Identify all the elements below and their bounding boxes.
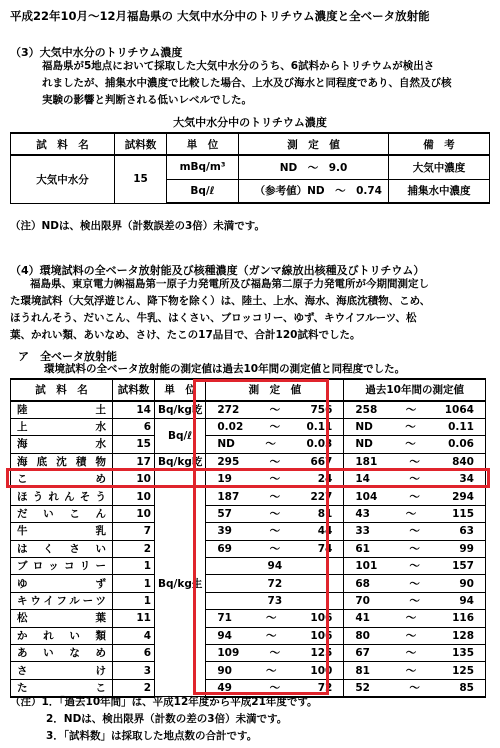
value-cell: ND ～ 9.0	[239, 155, 389, 179]
table-row	[11, 401, 486, 418]
value-max: 44	[317, 525, 333, 538]
table-row	[11, 523, 486, 540]
past-value-min: 67	[355, 647, 370, 660]
subsection-a-heading: ア 全ベータ放射能	[18, 350, 117, 363]
past-value-max: 63	[459, 525, 474, 538]
section-3-line: 実験の影響と判断される低いレベルでした。	[42, 94, 252, 106]
past-value-cell	[344, 436, 486, 453]
past-value-cell	[344, 610, 486, 627]
page-title: 平成22年10月～12月福島県の 大気中水分中のトリチウム濃度と全ベータ放射能	[10, 9, 430, 23]
value-max: 72	[317, 681, 333, 694]
value-cell	[206, 627, 344, 644]
past-value-sep: ～	[409, 681, 420, 694]
section-4-paragraph	[10, 276, 431, 344]
value-cell: 94	[206, 558, 344, 575]
header-sample-name: 試 料 名	[11, 379, 113, 401]
past-value-max: 157	[452, 560, 474, 573]
past-value-cell	[344, 627, 486, 644]
section-4-line: た環境試料（大気浮遊じん、降下物を除く）は、陸土、上水、海水、海底沈積物、こめ、	[10, 295, 431, 307]
sample-count: 1	[113, 558, 155, 575]
past-value-min: 33	[355, 525, 370, 538]
sample-count: 1	[113, 575, 155, 592]
table-row	[11, 453, 486, 470]
sample-count: 2	[113, 679, 155, 696]
past-value-cell	[344, 558, 486, 575]
sample-count: 10	[113, 471, 155, 488]
header-sample-name: 試 料 名	[11, 133, 115, 155]
past-value-cell	[344, 505, 486, 522]
unit-cell: Bq/kg乾	[155, 453, 206, 470]
past-value-sep: ～	[409, 560, 420, 573]
value-cell	[206, 436, 344, 453]
value-max: 756	[310, 403, 333, 416]
past-value-sep: ～	[405, 664, 417, 677]
past-value-sep: ～	[409, 455, 420, 468]
value-sep: ～	[265, 664, 277, 677]
value-min: 295	[217, 455, 240, 468]
sample-name: 海底沈積物	[11, 453, 113, 470]
past-value-max: 90	[459, 577, 474, 590]
past-value-sep: ～	[409, 525, 420, 538]
past-value-cell	[344, 679, 486, 696]
value-max: 24	[317, 473, 333, 486]
value-sep: ～	[269, 681, 281, 694]
sample-name: 松 葉	[11, 610, 113, 627]
sample-count: 6	[113, 418, 155, 435]
past-value-max: 128	[452, 629, 474, 642]
past-value-max: 135	[452, 647, 474, 660]
table-row	[11, 418, 486, 435]
value-cell	[206, 644, 344, 661]
value-sep: ～	[265, 612, 277, 625]
past-value-max: 34	[459, 473, 474, 486]
unit-cell: Bq/ℓ	[167, 179, 239, 203]
table-row	[11, 488, 486, 505]
header-unit: 単 位	[155, 379, 206, 401]
sample-count: 10	[113, 505, 155, 522]
value-min: 39	[217, 525, 232, 538]
value-max: 106	[310, 629, 333, 642]
value-sep: ～	[269, 455, 281, 468]
sample-count: 6	[113, 644, 155, 661]
section-4-heading: （4）環境試料の全ベータ放射能及び核種濃度（ガンマ線放出核種及びトリチウム）	[10, 264, 425, 277]
table-row	[11, 155, 490, 179]
past-value-cell	[344, 540, 486, 557]
table-row	[11, 505, 486, 522]
remark-cell: 捕集水中濃度	[389, 179, 490, 203]
past-value-sep: ～	[409, 490, 420, 503]
past-value-sep: ～	[405, 403, 417, 416]
value-min: 187	[217, 490, 240, 503]
past-value-sep: ～	[409, 594, 420, 607]
sample-count: 15	[115, 155, 167, 203]
sample-count: 11	[113, 610, 155, 627]
value-sep: ～	[269, 647, 281, 660]
value-min: 71	[217, 612, 232, 625]
value-min: 94	[217, 629, 232, 642]
header-sample-count: 試料数	[115, 133, 167, 155]
section-3-line: 福島県が5地点において採取した大気中水分のうち、6試料からトリチウムが検出さ	[42, 60, 435, 72]
past-value-sep: ～	[405, 629, 417, 642]
past-value-min: ND	[355, 438, 373, 451]
table-row	[11, 540, 486, 557]
sample-name: かれい類	[11, 627, 113, 644]
header-measured-value: 測 定 値	[239, 133, 389, 155]
past-value-min: 68	[355, 577, 370, 590]
past-value-max: 99	[459, 542, 474, 555]
value-sep: ～	[269, 508, 281, 521]
value-min: 69	[217, 542, 232, 555]
past-value-cell	[344, 523, 486, 540]
past-value-min: 104	[355, 490, 378, 503]
past-value-min: 43	[355, 508, 370, 521]
past-value-min: 181	[355, 455, 378, 468]
sample-name: ゆ ず	[11, 575, 113, 592]
past-value-max: 1064	[444, 403, 474, 416]
table-row	[11, 662, 486, 679]
value-max: 227	[310, 490, 333, 503]
past-value-min: 258	[355, 403, 378, 416]
table-row	[11, 610, 486, 627]
sample-name: ブロッコリー	[11, 558, 113, 575]
past-value-max: 94	[459, 594, 474, 607]
table-row	[11, 471, 486, 488]
beta-activity-table	[10, 378, 486, 698]
past-value-max: 125	[452, 664, 474, 677]
past-value-cell	[344, 418, 486, 435]
past-value-cell	[344, 401, 486, 418]
sample-name: 上 水	[11, 418, 113, 435]
value-cell	[206, 418, 344, 435]
value-sep: ～	[265, 629, 277, 642]
section-3-paragraph	[42, 58, 452, 109]
value-min: 109	[217, 647, 240, 660]
header-sample-count: 試料数	[113, 379, 155, 401]
past-value-sep: ～	[409, 473, 420, 486]
past-value-max: 294	[452, 490, 474, 503]
past-value-cell	[344, 453, 486, 470]
table-row	[11, 627, 486, 644]
sample-name: あいなめ	[11, 644, 113, 661]
section-4-line: 福島県、東京電力㈱福島第一原子力発電所及び福島第二原子力発電所が今期間測定し	[30, 278, 429, 290]
sample-count: 15	[113, 436, 155, 453]
value-cell	[206, 540, 344, 557]
value-min: 90	[217, 664, 232, 677]
value-max: 667	[310, 455, 333, 468]
value-max: 0.03	[306, 438, 333, 451]
section-3-line: れましたが、捕集水中濃度で比較した場合、上水及び海水と同程度であり、自然及び核	[42, 77, 452, 89]
past-value-min: ND	[355, 421, 373, 434]
header-unit: 単 位	[167, 133, 239, 155]
value-cell	[206, 488, 344, 505]
sample-name: だいこん	[11, 505, 113, 522]
sample-name: はくさい	[11, 540, 113, 557]
sample-name: ほうれんそう	[11, 488, 113, 505]
note-line: 3．「試料数」は採取した地点数の合計です。	[46, 730, 258, 742]
past-value-max: 115	[452, 508, 474, 521]
value-cell	[206, 471, 344, 488]
subsection-a-paragraph: 環境試料の全ベータ放射能の測定値は過去10年間の測定値と同程度でした。	[44, 363, 406, 375]
table-row	[11, 575, 486, 592]
past-value-max: 840	[452, 455, 474, 468]
past-value-cell	[344, 644, 486, 661]
sample-name: こ め	[11, 471, 113, 488]
past-value-max: 0.06	[448, 438, 474, 451]
past-value-max: 116	[452, 612, 474, 625]
value-sep: ～	[269, 421, 281, 434]
table-row	[11, 558, 486, 575]
sample-name: 大気中水分	[11, 155, 115, 203]
unit-cell: Bq/kg乾	[155, 401, 206, 418]
past-value-sep: ～	[405, 421, 416, 434]
sample-count: 14	[113, 401, 155, 418]
sample-count: 2	[113, 540, 155, 557]
past-value-cell	[344, 662, 486, 679]
sample-count: 10	[113, 488, 155, 505]
sample-name: た こ	[11, 679, 113, 696]
value-min: 272	[217, 403, 240, 416]
tritium-table	[10, 132, 490, 204]
sample-count: 4	[113, 627, 155, 644]
value-cell	[206, 523, 344, 540]
value-max: 100	[310, 664, 333, 677]
past-value-min: 52	[355, 681, 370, 694]
section-4-line: ほうれんそう、だいこん、牛乳、はくさい、ブロッコリー、ゆず、キウイフルーツ、松	[10, 312, 417, 324]
table-header-row	[11, 133, 490, 155]
sample-name: 海 水	[11, 436, 113, 453]
value-cell: 72	[206, 575, 344, 592]
table-header-row	[11, 379, 486, 401]
past-value-max: 85	[459, 681, 474, 694]
value-max: 106	[310, 612, 333, 625]
sample-name: さ け	[11, 662, 113, 679]
value-max: 125	[310, 647, 333, 660]
value-cell	[206, 453, 344, 470]
unit-cell: mBq/m³	[167, 155, 239, 179]
table-notes	[10, 694, 318, 745]
value-sep: ～	[269, 525, 281, 538]
value-max: 74	[317, 542, 333, 555]
past-value-min: 14	[355, 473, 370, 486]
past-value-cell	[344, 471, 486, 488]
value-sep: ～	[269, 403, 281, 416]
value-max: 81	[317, 508, 333, 521]
section-4-line: 葉、かれい類、あいなめ、さけ、たこの17品目で、合計120試料でした。	[10, 329, 361, 341]
value-sep: ～	[269, 542, 281, 555]
sample-count: 7	[113, 523, 155, 540]
past-value-sep: ～	[409, 577, 420, 590]
value-cell	[206, 505, 344, 522]
past-value-sep: ～	[405, 438, 416, 451]
past-value-cell	[344, 575, 486, 592]
sample-count: 3	[113, 662, 155, 679]
past-value-min: 81	[355, 664, 370, 677]
value-sep: ～	[265, 438, 276, 451]
past-value-min: 80	[355, 629, 370, 642]
past-value-sep: ～	[405, 647, 417, 660]
tritium-note: （注）NDは、検出限界（計数誤差の3倍）未満です。	[10, 220, 265, 232]
past-value-min: 101	[355, 560, 378, 573]
value-min: 49	[217, 681, 232, 694]
table-row	[11, 644, 486, 661]
value-cell: （参考値）ND ～ 0.74	[239, 179, 389, 203]
section-3-heading: （3）大気中水分のトリチウム濃度	[10, 46, 183, 59]
value-min: 57	[217, 508, 232, 521]
value-cell: 73	[206, 592, 344, 609]
past-value-sep: ～	[405, 508, 417, 521]
past-value-sep: ～	[409, 542, 420, 555]
header-past-10-years: 過去10年間の測定値	[344, 379, 486, 401]
past-value-min: 61	[355, 542, 370, 555]
sample-name: 陸 土	[11, 401, 113, 418]
value-max: 0.11	[306, 421, 333, 434]
past-value-cell	[344, 592, 486, 609]
note-line: 2．NDは、検出限界（計数の差の3倍）未満です。	[46, 713, 288, 725]
sample-count: 1	[113, 592, 155, 609]
table-row	[11, 592, 486, 609]
remark-cell: 大気中濃度	[389, 155, 490, 179]
past-value-sep: ～	[405, 612, 417, 625]
value-min: 19	[217, 473, 232, 486]
tritium-table-title: 大気中水分中のトリチウム濃度	[173, 116, 327, 129]
value-cell	[206, 662, 344, 679]
header-measured-value: 測 定 値	[206, 379, 344, 401]
value-cell	[206, 610, 344, 627]
value-min: ND	[217, 438, 235, 451]
value-cell	[206, 401, 344, 418]
header-remarks: 備 考	[389, 133, 490, 155]
unit-cell: Bq/ℓ	[155, 418, 206, 453]
value-sep: ～	[269, 490, 281, 503]
note-line: （注）1．「過去10年間」は、平成12年度から平成21年度です。	[10, 696, 318, 708]
past-value-min: 70	[355, 594, 370, 607]
sample-count: 17	[113, 453, 155, 470]
past-value-min: 41	[355, 612, 370, 625]
past-value-cell	[344, 488, 486, 505]
unit-cell: Bq/kg生	[155, 471, 206, 697]
value-sep: ～	[269, 473, 281, 486]
value-min: 0.02	[217, 421, 244, 434]
table-row	[11, 436, 486, 453]
sample-name: 牛 乳	[11, 523, 113, 540]
sample-name: キウイフルーツ	[11, 592, 113, 609]
past-value-max: 0.11	[448, 421, 474, 434]
